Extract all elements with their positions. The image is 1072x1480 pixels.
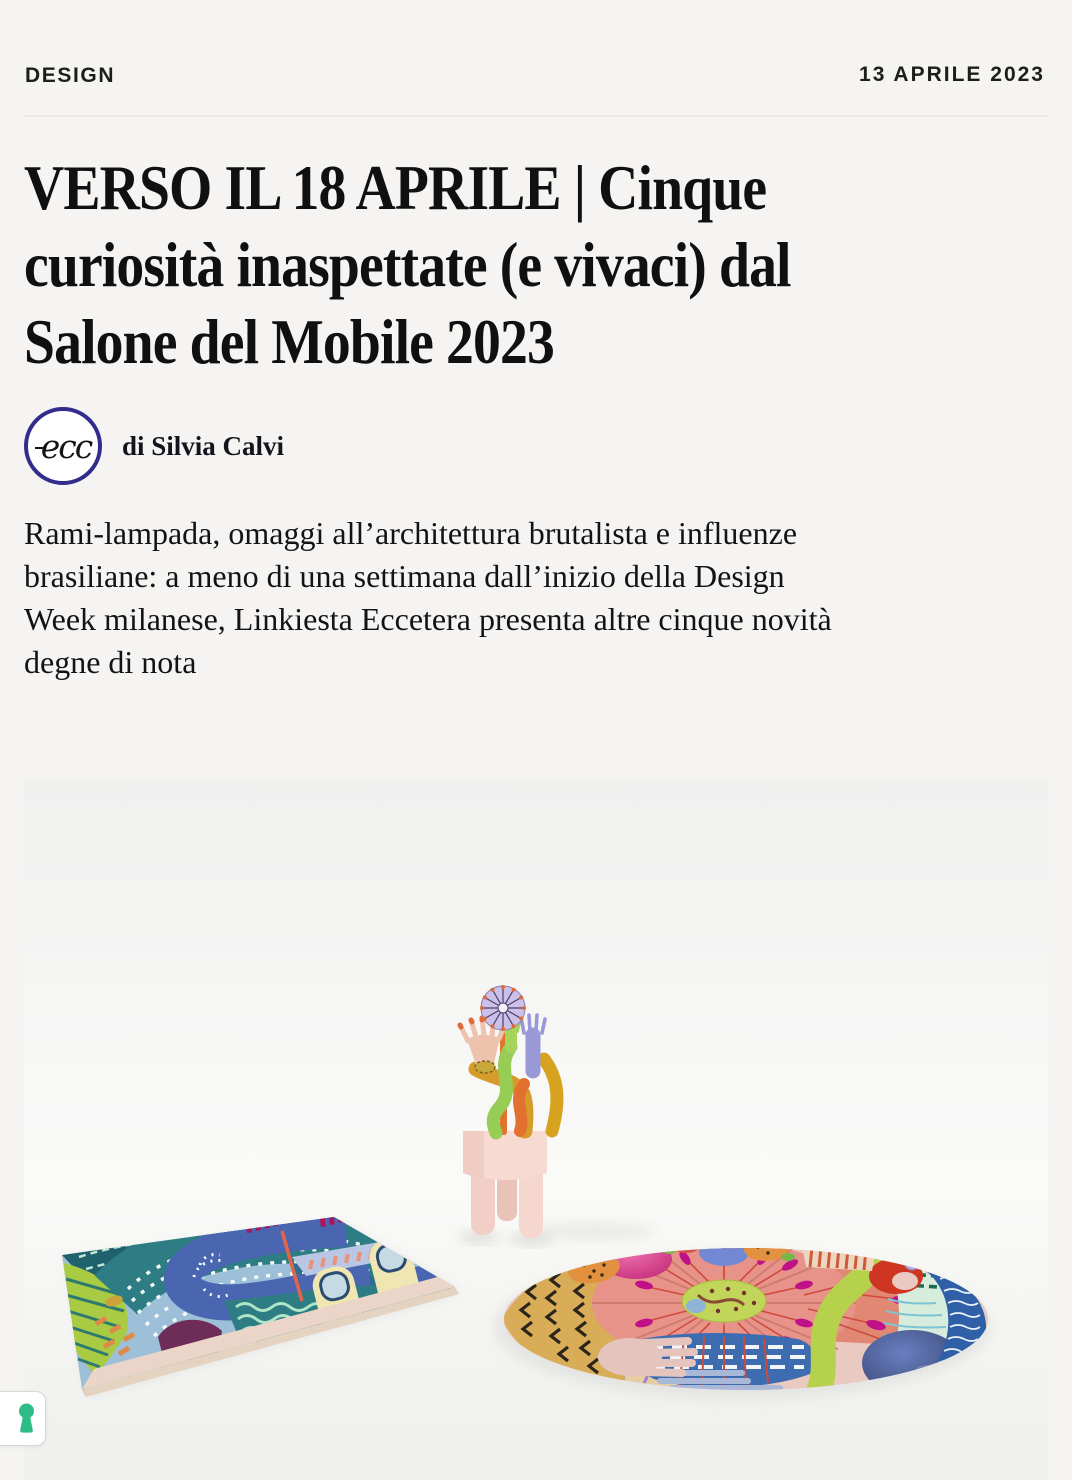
standfirst-line-1: Rami-lampada, omaggi all’architettura brutalista e influenze (24, 515, 798, 551)
author-name[interactable]: di Silvia Calvi (122, 430, 285, 461)
standfirst-line-3: Week milanese, Linkiesta Eccetera presenta altre cinque novità (24, 601, 832, 637)
article-date: 13 APRILE 2023 (859, 63, 1045, 86)
eccetera-logo-text: ecc (35, 427, 92, 466)
headline-line-2: curiosità inaspettate (e vivaci) dal (24, 229, 791, 300)
keyhole-icon (14, 1403, 39, 1435)
headline-line-1: VERSO IL 18 APRILE | Cinque (24, 152, 767, 223)
byline (24, 407, 284, 485)
eccetera-logo[interactable] (24, 407, 102, 485)
headline-line-3: Salone del Mobile 2023 (24, 306, 554, 377)
standfirst-line-2: brasiliane: a meno di una settimana dall’inizio della Design (24, 558, 785, 594)
standfirst (24, 512, 1044, 684)
header-divider (24, 115, 1048, 117)
standfirst-line-4: degne di nota (24, 644, 197, 680)
hero-image (24, 779, 1048, 1480)
category-label[interactable]: DESIGN (25, 64, 116, 87)
article-headline (24, 149, 1044, 380)
privacy-widget-button[interactable] (0, 1391, 46, 1446)
